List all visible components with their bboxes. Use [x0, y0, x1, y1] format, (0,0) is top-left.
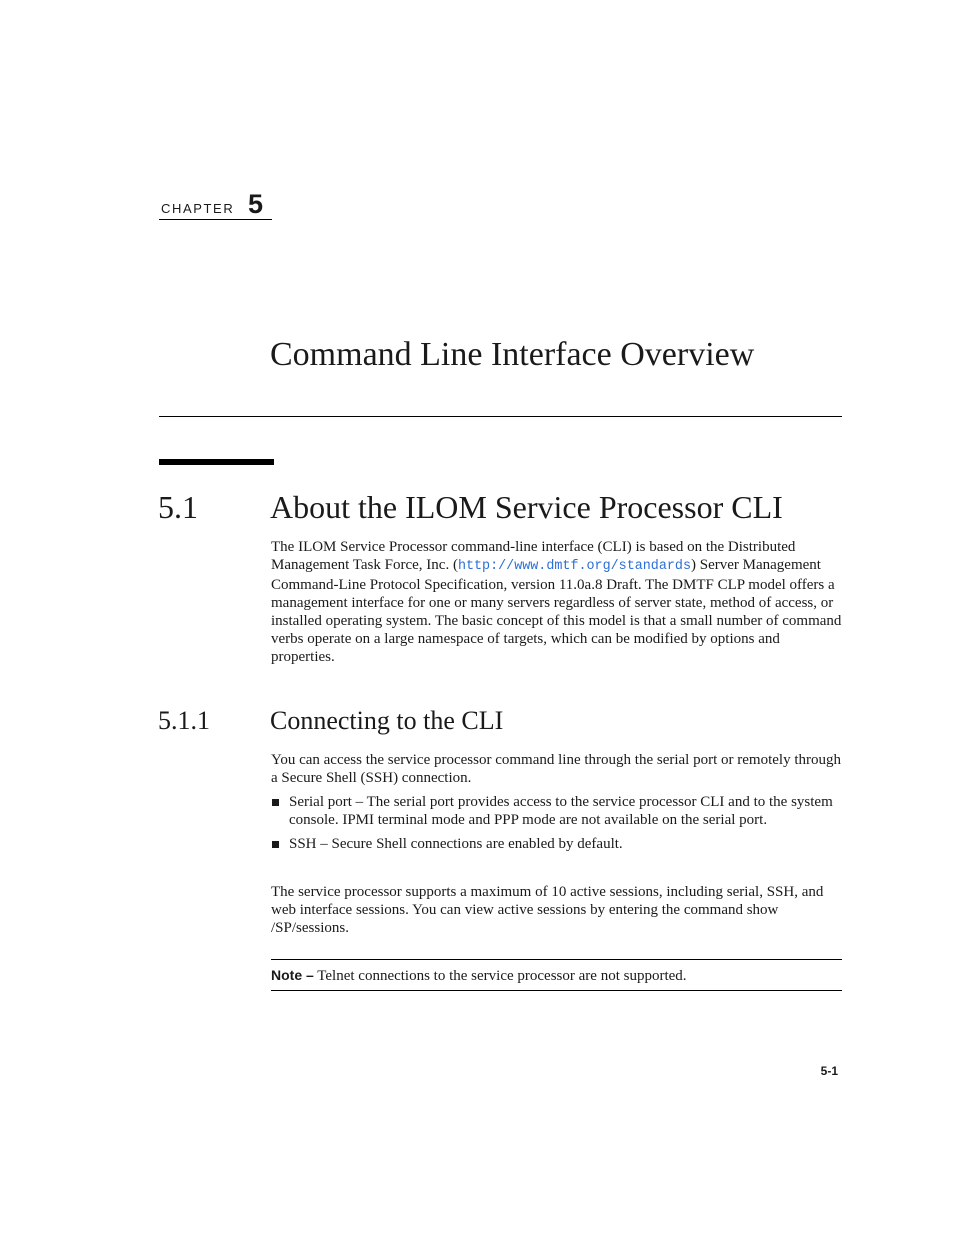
page-number: 5-1 — [820, 1064, 838, 1078]
list-item-text: SSH – Secure Shell connections are enabled by default. — [289, 836, 623, 852]
bullet-square-icon — [272, 841, 279, 848]
bullet-square-icon — [272, 799, 279, 806]
para-text-start: The ILOM Service Processor command-line interface (CLI) is based on the Distributed Management Task Force, Inc. ( — [271, 539, 796, 573]
subsection-title: Connecting to the CLI — [270, 706, 504, 735]
dmtf-link[interactable]: http://www.dmtf.org/standards — [457, 559, 691, 574]
chapter-word: CHAPTER — [161, 201, 235, 216]
sessions-paragraph: The service processor supports a maximum of 10 active sessions, including serial, SSH, and web interface sessions. You can view active sessions by entering the command show /SP/sessions. — [271, 884, 824, 936]
section-bar — [159, 459, 274, 465]
note-label: Note – — [271, 967, 314, 983]
list-item — [271, 835, 842, 853]
title-divider — [159, 416, 842, 417]
section-number: 5.1 — [158, 489, 198, 525]
section-title: About the ILOM Service Processor CLI — [270, 489, 783, 525]
chapter-title: Command Line Interface Overview — [270, 336, 755, 373]
note-text — [271, 966, 687, 985]
list-item — [271, 793, 842, 829]
subsection-intro-paragraph: You can access the service processor command line through the serial port or remotely through a Secure Shell (SSH) connection. — [271, 752, 841, 786]
note-body: Telnet connections to the service processor are not supported. — [313, 968, 687, 984]
chapter-number: 5 — [248, 189, 264, 219]
note-box — [271, 959, 842, 991]
para-text-end: ) Server Management Command-Line Protocol Specification, version 11.0a.8 Draft. The DMTF CLP model offers a management interface for one or many servers regardless of server state, method of access, or installed operating system. The basic concept of this model is that a small number of command verbs operate on a large namespace of targets, which can be modified by options and properties. — [271, 557, 842, 665]
subsection-number: 5.1.1 — [158, 706, 210, 735]
section-intro-paragraph — [271, 538, 842, 666]
chapter-label — [159, 188, 272, 220]
list-item-text: Serial port – The serial port provides access to the service processor CLI and to the system console. IPMI terminal mode and PPP mode are not available on the serial port. — [289, 794, 833, 828]
connection-list — [271, 793, 842, 859]
